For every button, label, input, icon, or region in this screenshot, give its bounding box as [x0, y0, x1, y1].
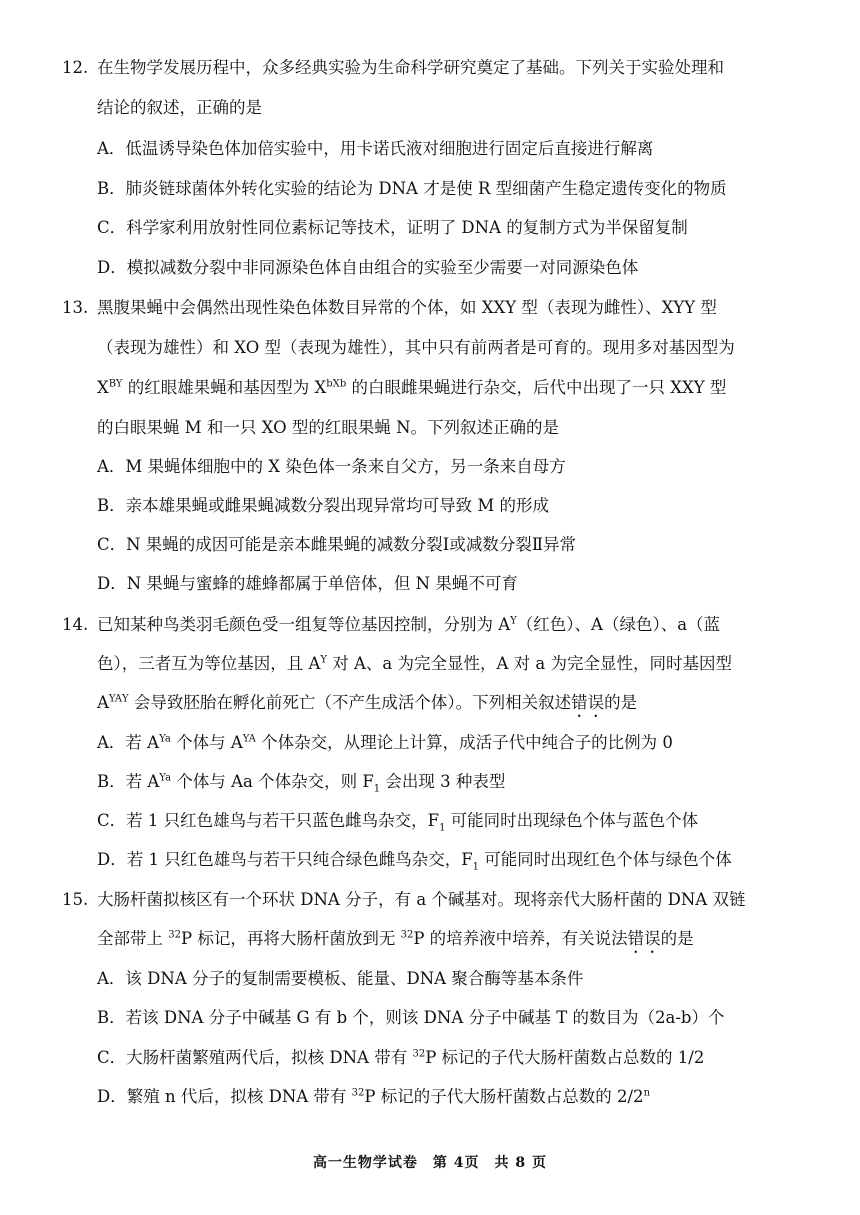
- q15-option-a: A．该 DNA 分子的复制需要模板、能量、DNA 聚合酶等基本条件: [97, 969, 584, 988]
- q14-stem-line-2: 色），三者互为等位基因，且 $A^Y$ 对 A、a 为完全显性，A 对 a 为完全显性，同时基因型: [97, 654, 733, 673]
- q15-option-d: D．繁殖 n 代后，拟核 DNA 带有 $^{32}$P 标记的子代大肠杆菌数占总数的 2/2$^n$: [97, 1087, 651, 1106]
- q15-option-c: C．大肠杆菌繁殖两代后，拟核 DNA 带有 $^{32}$P 标记的子代大肠杆菌数占总数的 1/2: [97, 1048, 705, 1067]
- q12-option-a: A．低温诱导染色体加倍实验中，用卡诺氏液对细胞进行固定后直接进行解离: [97, 139, 654, 158]
- q14-option-d: D．若 1 只红色雄鸟与若干只纯合绿色雌鸟杂交，$F_1$ 可能同时出现红色个体与绿色个体: [97, 850, 732, 873]
- q12-option-c: C．科学家利用放射性同位素标记等技术，证明了 DNA 的复制方式为半保留复制: [97, 218, 688, 237]
- q13-option-a: A．M 果蝇体细胞中的 X 染色体一条来自父方，另一条来自母方: [97, 457, 566, 476]
- q12-stem-text-1: 在生物学发展历程中，众多经典实验为生命科学研究奠定了基础。下列关于实验处理和: [97, 58, 724, 77]
- q14-option-a: A．若 $A^{Ya}$ 个体与 $A^{YA}$ 个体杂交，从理论上计算，成活子代中纯合子的比例为 0: [97, 733, 673, 752]
- q14-stem-line-3: $A^{YAY}$ 会导致胚胎在孵化前死亡（不产生成活个体）。下列相关叙述错误的是: [97, 693, 638, 712]
- q15-stem-line-2: 全部带上 $^{32}$P 标记，再将大肠杆菌放到无 $^{32}$P 的培养液中培养，有关说法错误的是: [97, 929, 694, 948]
- q12-stem-line-2: 结论的叙述，正确的是: [97, 98, 262, 117]
- q13-number: 13.: [62, 298, 89, 317]
- q14-option-b: B．若 $A^{Ya}$ 个体与 Aa 个体杂交，则 $F_1$ 会出现 3 种表型: [97, 772, 506, 795]
- q12-number: 12.: [62, 58, 89, 77]
- q13-stem-line-3: $X^{BY}$ 的红眼雄果蝇和基因型为 $X^{bXb}$ 的白眼雌果蝇进行杂交，后代中出现了一只 XXY 型: [97, 378, 727, 397]
- q14-stem-text-1: 已知某种鸟类羽毛颜色受一组复等位基因控制，分别为 $A^Y$（红色）、A（绿色）、a（蓝: [97, 615, 721, 634]
- q15-stem-line-1: [62, 888, 820, 912]
- q13-option-c: C．N 果蝇的成因可能是亲本雌果蝇的减数分裂Ⅰ或减数分裂Ⅱ异常: [97, 535, 577, 554]
- q13-stem-text-1: 黑腹果蝇中会偶然出现性染色体数目异常的个体，如 XXY 型（表现为雌性）、XYY 型: [97, 298, 717, 317]
- q14-option-c: C．若 1 只红色雄鸟与若干只蓝色雌鸟杂交，$F_1$ 可能同时出现绿色个体与蓝色个体: [97, 811, 699, 834]
- q14-number: 14.: [62, 615, 89, 634]
- q13-stem-line-1: [62, 296, 820, 320]
- q15-stem-text-1: 大肠杆菌拟核区有一个环状 DNA 分子，有 a 个碱基对。现将亲代大肠杆菌的 DNA 双链: [97, 890, 746, 909]
- q13-option-b: B．亲本雄果蝇或雌果蝇减数分裂出现异常均可导致 M 的形成: [97, 496, 550, 515]
- q13-stem-line-2: （表现为雄性）和 XO 型（表现为雄性），其中只有前两者是可育的。现用多对基因型为: [97, 338, 735, 357]
- q14-stem-line-1: [62, 613, 820, 637]
- q15-number: 15.: [62, 890, 89, 909]
- q13-option-d: D．N 果蝇与蜜蜂的雄蜂都属于单倍体，但 N 果蝇不可育: [97, 574, 518, 593]
- q15-option-b: B．若该 DNA 分子中碱基 G 有 b 个，则该 DNA 分子中碱基 T 的数目为（2a-b）个: [97, 1008, 725, 1027]
- q12-option-b: B．肺炎链球菌体外转化实验的结论为 DNA 才是使 R 型细菌产生稳定遗传变化的物质: [97, 179, 727, 198]
- q13-stem-line-4: 的白眼果蝇 M 和一只 XO 型的红眼果蝇 N。下列叙述正确的是: [97, 418, 560, 437]
- q12-option-d: D．模拟减数分裂中非同源染色体自由组合的实验至少需要一对同源染色体: [97, 258, 639, 277]
- page-footer: 高一生物学试卷 第 4页 共 8 页: [312, 1155, 548, 1171]
- q12-stem-line-1: [62, 56, 820, 80]
